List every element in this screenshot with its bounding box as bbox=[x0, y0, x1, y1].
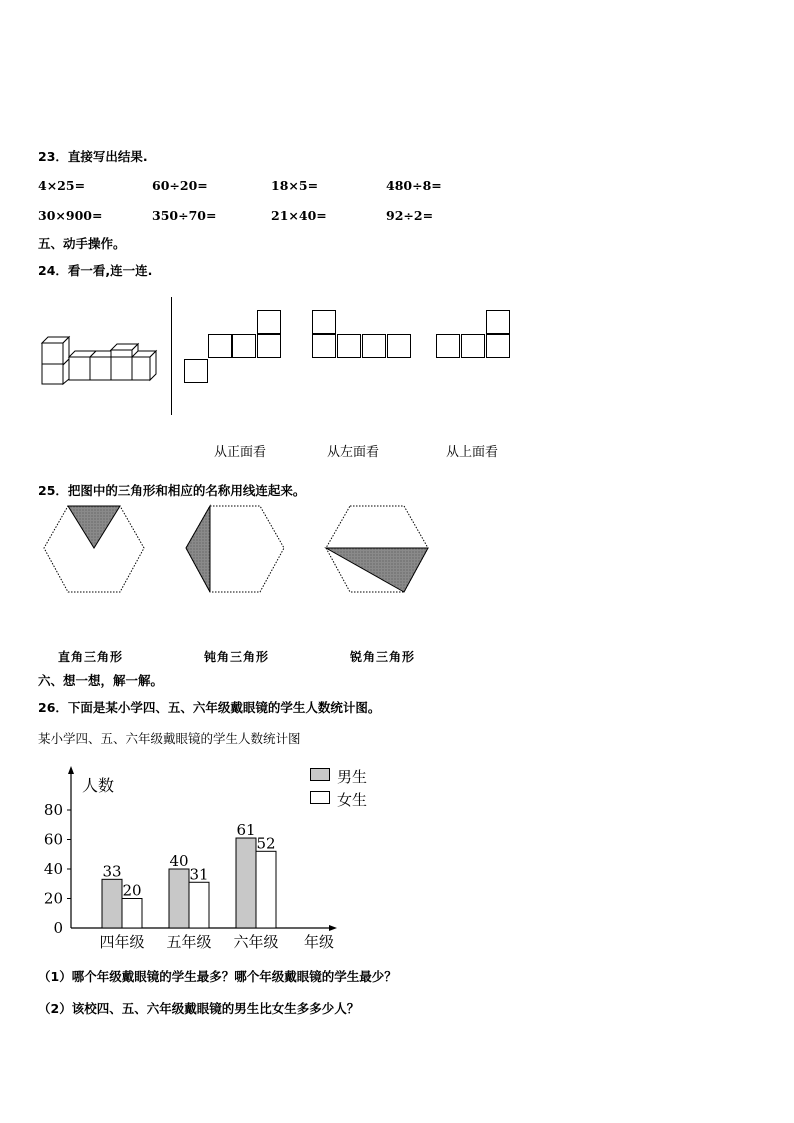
q23-expr-3: 18×5= bbox=[271, 178, 319, 193]
legend-swatch-boys bbox=[310, 768, 330, 781]
q23-expr-7: 21×40= bbox=[271, 208, 327, 223]
x-tick-label-四年级: 四年级 bbox=[99, 933, 145, 951]
name-acute-triangle: 锐角三角形 bbox=[350, 650, 416, 664]
q26-sub-1: （1）哪个年级戴眼镜的学生最多？哪个年级戴眼镜的学生最少？ bbox=[38, 969, 397, 984]
name-right-triangle: 直角三角形 bbox=[58, 650, 124, 664]
q23-expr-8: 92÷2= bbox=[386, 208, 434, 223]
view-label-top: 从上面看 bbox=[446, 445, 499, 460]
q23-expr-1: 4×25= bbox=[38, 178, 86, 193]
q26-sub-2: （2）该校四、五、六年级戴眼镜的男生比女生多多少人？ bbox=[38, 1001, 360, 1016]
bar-value-label: 33 bbox=[102, 862, 122, 881]
triangle-3 bbox=[326, 548, 428, 592]
bar-value-label: 31 bbox=[189, 865, 209, 884]
section5-heading: 五、动手操作。 bbox=[38, 236, 126, 251]
view-grid-2 bbox=[312, 310, 414, 360]
x-axis-label: 年级 bbox=[304, 933, 335, 951]
bar-六年级-女生 bbox=[256, 851, 276, 928]
triangle-1 bbox=[68, 506, 120, 548]
y-axis-arrow bbox=[68, 766, 74, 774]
section6-heading: 六、想一想，解一解。 bbox=[38, 673, 164, 688]
bar-value-label: 20 bbox=[122, 881, 142, 900]
view-label-left: 从左面看 bbox=[327, 445, 380, 460]
y-tick-label-40: 40 bbox=[43, 860, 63, 878]
y-tick-label-80: 80 bbox=[43, 801, 63, 819]
q23-expr-6: 350÷70= bbox=[152, 208, 217, 223]
view-grid-3 bbox=[436, 310, 514, 360]
bar-value-label: 52 bbox=[256, 834, 276, 853]
bar-四年级-女生 bbox=[122, 899, 142, 929]
bar-value-label: 40 bbox=[169, 852, 189, 870]
q24-divider bbox=[171, 297, 172, 415]
q23-title: 23．直接写出结果. bbox=[38, 149, 148, 164]
legend-swatch-girls bbox=[310, 791, 330, 804]
bar-value-label: 61 bbox=[236, 821, 256, 840]
cube-solid-figure bbox=[38, 330, 158, 386]
name-obtuse-triangle: 钝角三角形 bbox=[204, 650, 270, 664]
bar-五年级-女生 bbox=[189, 882, 209, 928]
legend-label-girls: 女生 bbox=[337, 791, 368, 809]
bar-五年级-男生 bbox=[169, 869, 189, 928]
q24-title: 24．看一看,连一连. bbox=[38, 263, 153, 278]
view-label-front: 从正面看 bbox=[214, 445, 267, 460]
q25-title: 25．把图中的三角形和相应的名称用线连起来。 bbox=[38, 483, 306, 498]
bar-六年级-男生 bbox=[236, 838, 256, 928]
y-tick-label-20: 20 bbox=[43, 889, 63, 908]
legend-label-boys: 男生 bbox=[337, 768, 368, 786]
triangle-2 bbox=[186, 506, 210, 592]
y-axis-label: 人数 bbox=[82, 776, 115, 795]
hexagon-triangles-figure bbox=[40, 500, 440, 600]
x-tick-label-五年级: 五年级 bbox=[166, 933, 212, 951]
q23-expr-4: 480÷8= bbox=[386, 178, 442, 193]
q23-expr-5: 30×900= bbox=[38, 208, 103, 223]
q26-title: 26．下面是某小学四、五、六年级戴眼镜的学生人数统计图。 bbox=[38, 700, 381, 715]
y-tick-label-60: 60 bbox=[43, 830, 63, 849]
q23-expr-2: 60÷20= bbox=[152, 178, 208, 193]
bar-四年级-男生 bbox=[102, 879, 122, 928]
chart-caption: 某小学四、五、六年级戴眼镜的学生人数统计图 bbox=[38, 731, 301, 746]
view-grid-1 bbox=[184, 310, 284, 384]
x-tick-label-六年级: 六年级 bbox=[233, 933, 279, 951]
y-tick-label-0: 0 bbox=[53, 919, 63, 937]
